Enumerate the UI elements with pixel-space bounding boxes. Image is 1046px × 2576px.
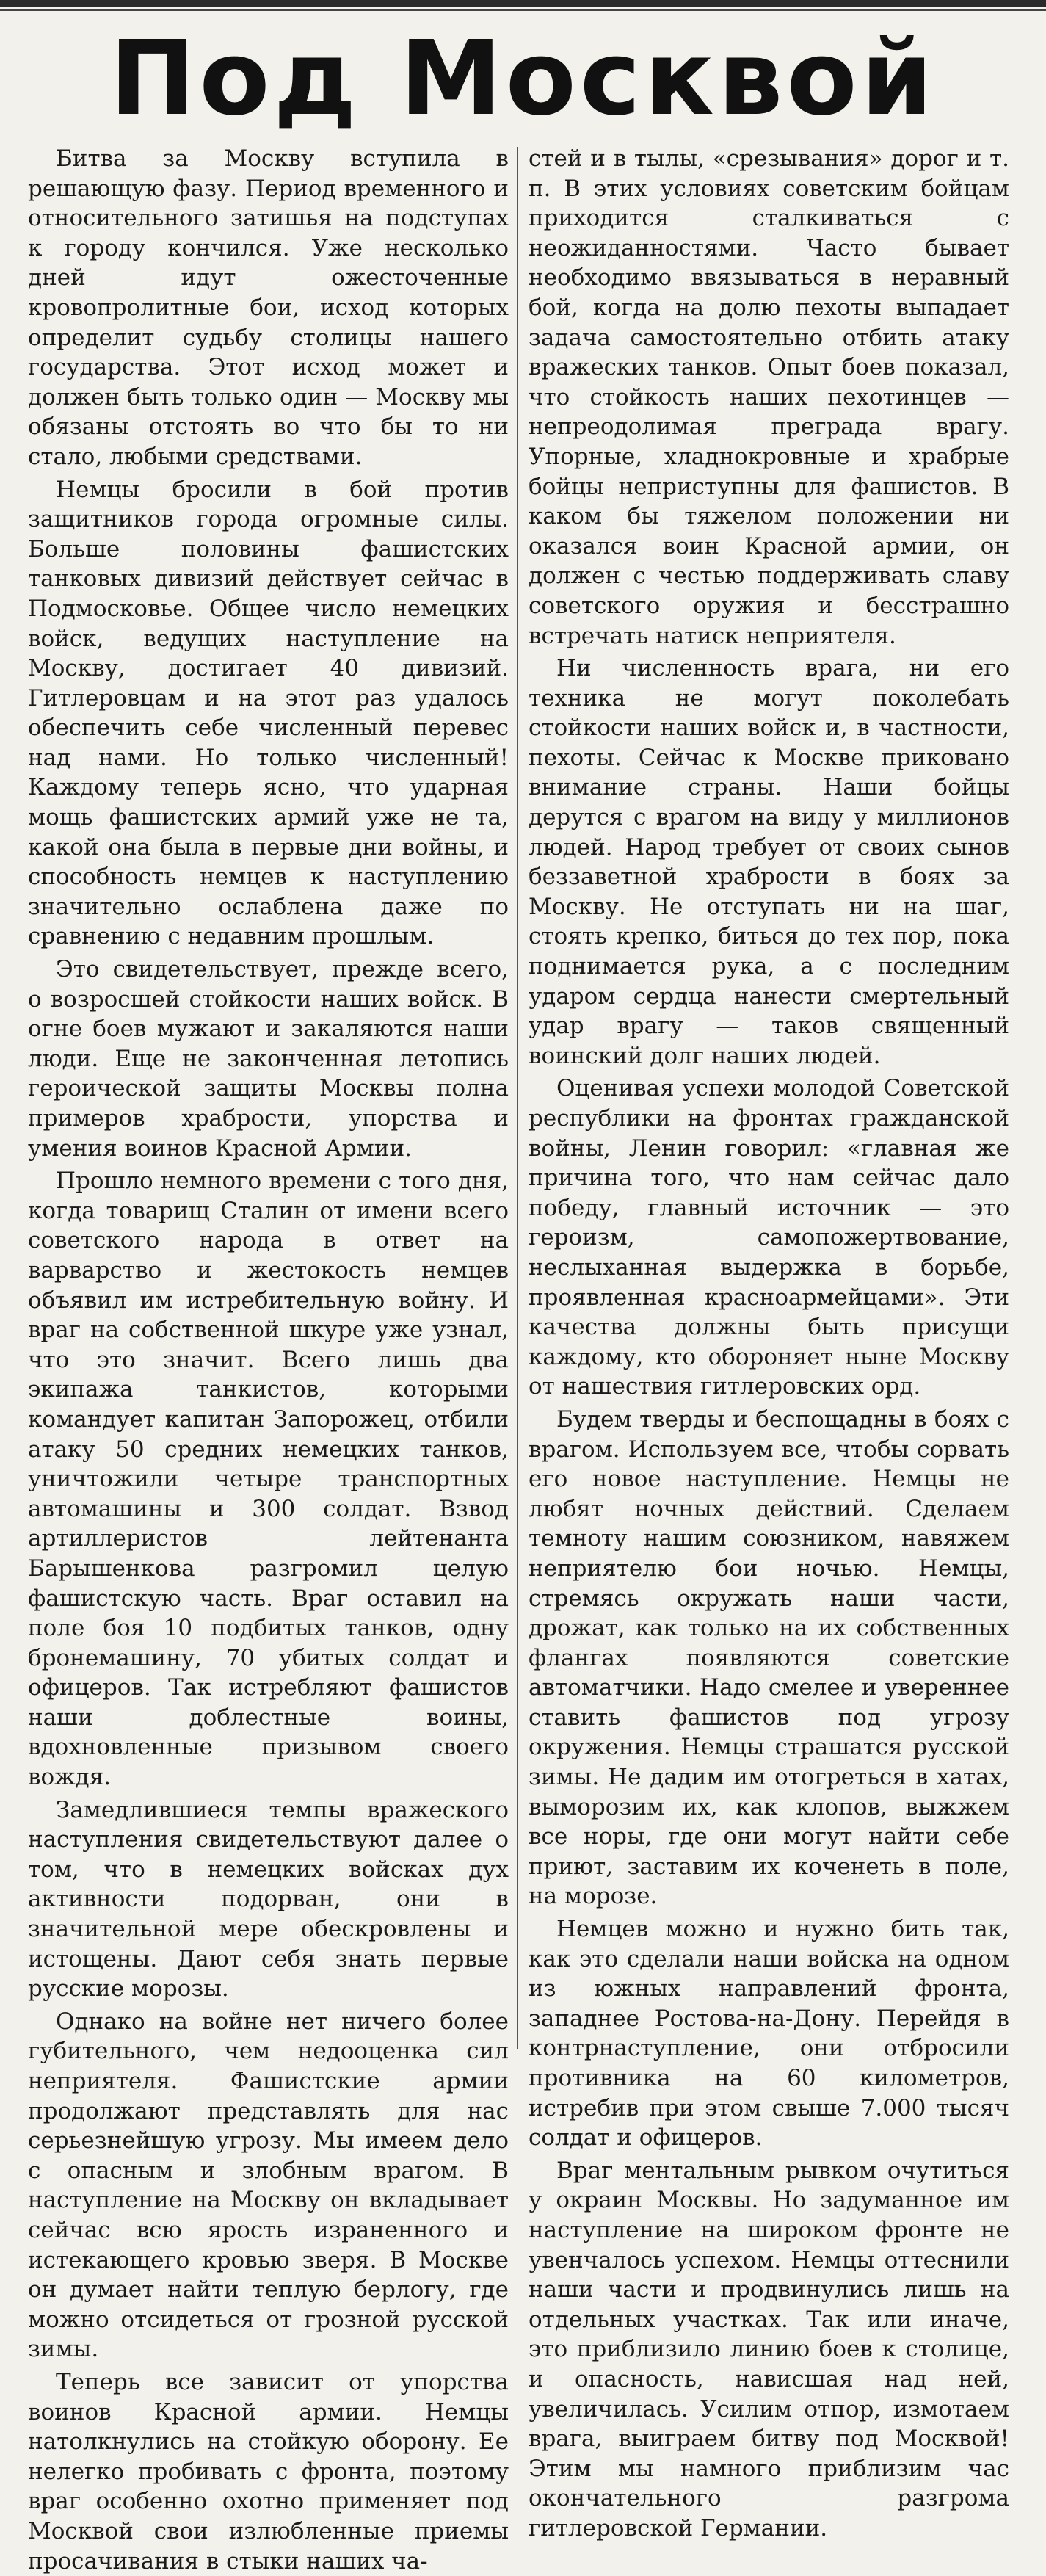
top-rule-thin: [0, 9, 1046, 11]
paragraph: Однако на войне нет ничего более губительного, чем недооценка сил неприятеля. Фашистские армии продолжают представлять для нас серьезнейшую угрозу. Мы имеем дело с опасным и злобным врагом. В наступление на Москву он вкладывает сейчас всю ярость израненного и истекающего кровью зверя. В Москве он думает найти теплую берлогу, где можно отсидеться от грозной русской зимы.: [28, 2008, 509, 2363]
paragraph: Немцы бросили в бой против защитников города огромные силы. Больше половины фашистских танковых дивизий действует сейчас в Подмосковье. Общее число немецких войск, ведущих наступление на Москву, достигает 40 дивизий. Гитлеровцам и на этот раз удалось обеспечить себе численный перевес над нами. Но только численный! Каждому теперь ясно, что ударная мощь фашистских армий уже не та, какой она была в первые дни войны, и способность немцев к наступлению значительно ослаблена даже по сравнению с недавним прошлым.: [28, 476, 509, 950]
paragraph: стей и в тылы, «срезывания» дорог и т. п. В этих условиях советским бойцам приходится сталкиваться с неожиданностями. Часто бывает необходимо ввязываться в неравный бой, когда на долю пехоты выпадает задача самостоятельно отбить атаку вражеских танков. Опыт боев показал, что стойкость наших пехотинцев — непреодолимая преграда врагу. Упорные, хладнокровные и храбрые бойцы неприступны для фашистов. В каком бы тяжелом положении ни оказался воин Красной армии, он должен с честью поддерживать славу советского оружия и бесстрашно встречать натиск неприятеля.: [529, 145, 1009, 649]
paragraph: Оценивая успехи молодой Советской республики на фронтах гражданской войны, Ленин говорил: «главная же причина того, что нам сейчас дало победу, главный источник — это героизм, самопожертвование, неслыханная выдержка в борьбе, проявленная красноармейцами». Эти качества должны быть присущи каждому, кто обороняет ныне Москву от нашествия гитлеровских орд.: [529, 1075, 1009, 1400]
headline: Под Москвой: [109, 19, 937, 139]
left-column: [28, 144, 509, 2575]
paragraph: Ни численность врага, ни его техника не могут поколебать стойкости наших войск и, в частности, пехоты. Сейчас к Москве приковано внимание страны. Наши бойцы дерутся с врагом на виду у миллионов людей. Народ требует от своих сынов беззаветной храбрости в боях за Москву. Не отступать ни на шаг, стоять крепко, биться до тех пор, пока поднимается рука, а с последним ударом сердца нанести смертельный удар врагу — таков священный воинский долг наших людей.: [529, 655, 1009, 1069]
paragraph: Битва за Москву вступила в решающую фазу. Период временного и относительного затишья на подступах к городу кончился. Уже несколько дней идут ожесточенные кровопролитные бои, исход которых определит судьбу столицы нашего государства. Этот исход может и должен быть только один — Москву мы обязаны отстоять во что бы то ни стало, любыми средствами.: [28, 145, 509, 470]
right-column: [529, 144, 1009, 2541]
paragraph: Теперь все зависит от упорства воинов Красной армии. Немцы натолкнулись на стойкую оборону. Ее нелегко пробивать с фронта, поэтому враг особенно охотно применяет под Москвой свои излюбленные приемы просачивания в стыки наших ча-: [28, 2368, 509, 2575]
paragraph: Прошло немного времени с того дня, когда товарищ Сталин от имени всего советского народа в ответ на варварство и жестокость немцев объявил им истребительную войну. И враг на собственной шкуре уже узнал, что это значит. Всего лишь два экипажа танкистов, которыми командует капитан Запорожец, отбили атаку 50 средних немецких танков, уничтожили четыре транспортных автомашины и 300 солдат. Взвод артиллеристов лейтенанта Барышенкова разгромил целую фашистскую часть. Враг оставил на поле боя 10 подбитых танков, одну бронемашину, 70 убитых солдат и офицеров. Так истребляют фашистов наши доблестные воины, вдохновленные призывом своего вождя.: [28, 1168, 509, 1791]
paragraph: Немцев можно и нужно бить так, как это сделали наши войска на одном из южных направлений фронта, западнее Ростова-на-Дону. Перейдя в контрнаступление, они отбросили противника на 60 километров, истребив при этом свыше 7.000 тысяч солдат и офицеров.: [529, 1916, 1009, 2152]
column-divider: [517, 147, 518, 2049]
top-rule: [0, 0, 1046, 7]
paragraph: Замедлившиеся темпы вражеского наступления свидетельствуют далее о том, что в немецких войсках дух активности подорван, они в значительной мере обескровлены и истощены. Дают себя знать первые русские морозы.: [28, 1796, 509, 2002]
paragraph: Это свидетельствует, прежде всего, о возросшей стойкости наших войск. В огне боев мужают и закаляются наши люди. Еще не законченная летопись героической защиты Москвы полна примеров храбрости, упорства и умения воинов Красной Армии.: [28, 956, 509, 1162]
paragraph: Будем тверды и беспощадны в боях с врагом. Используем все, чтобы сорвать его новое наступление. Немцы не любят ночных действий. Сделаем темноту нашим союзником, навяжем неприятелю бои ночью. Немцы, стремясь окружать наши части, дрожат, как только на их собственных флангах появляются советские автоматчики. Надо смелее и увереннее ставить фашистов под угрозу окружения. Немцы страшатся русской зимы. Не дадим им отогреться в хатах, выморозим их, как клопов, выжжем все норы, где они могут найти себе приют, заставим их коченеть в поле, на морозе.: [529, 1405, 1009, 1910]
paragraph: Враг ментальным рывком очутиться у окраин Москвы. Но задуманное им наступление на широком фронте не увенчалось успехом. Немцы оттеснили наши части и продвинулись лишь на отдельных участках. Так или иначе, это приблизило линию боев к столице, и опасность, нависшая над ней, увеличилась. Усилим отпор, измотаем врага, выиграем битву под Москвой! Этим мы намного приблизим час окончательного разгрома гитлеровской Германии.: [529, 2157, 1009, 2541]
